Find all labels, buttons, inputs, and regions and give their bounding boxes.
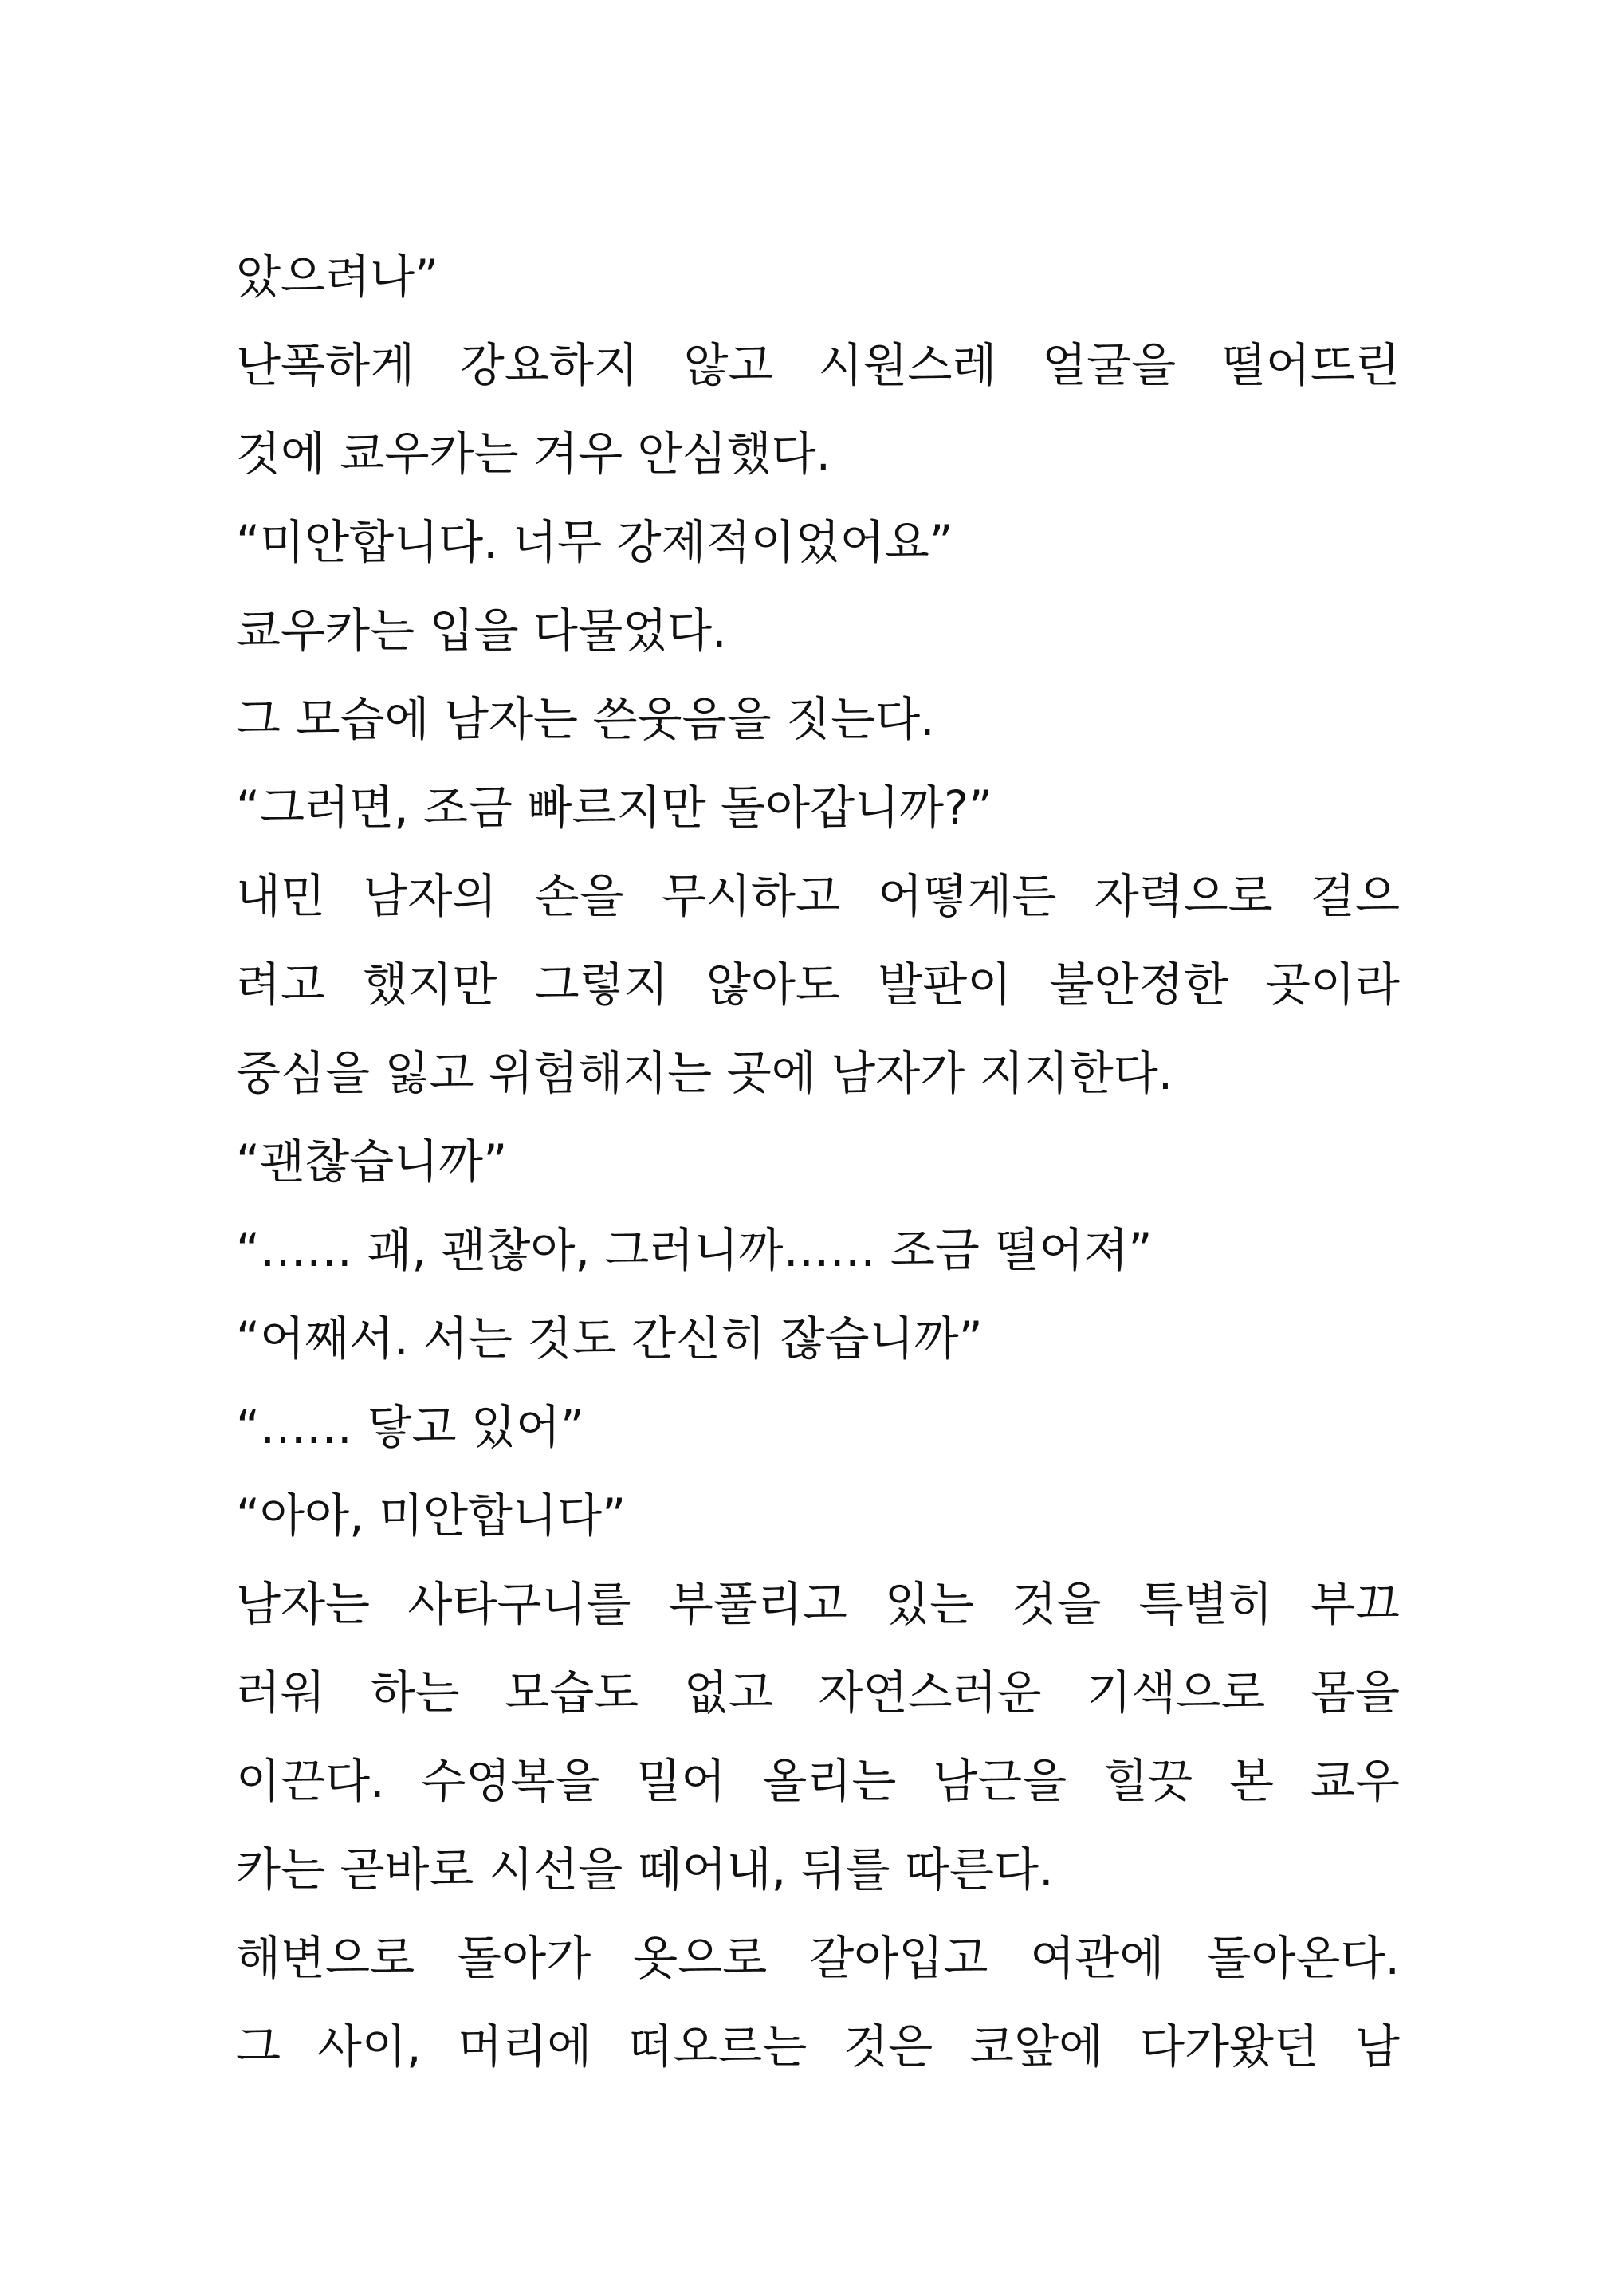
document-page (236, 250, 1400, 2112)
text-line: 남자는 사타구니를 부풀리고 있는 것을 특별히 부끄 (236, 1577, 1400, 1631)
text-line: “괜찮습니까” (236, 1134, 508, 1189)
text-line: “아아, 미안합니다” (236, 1488, 627, 1543)
text-line: 이끈다. 수영복을 밀어 올리는 남근을 힐끗 본 쿄우 (236, 1754, 1400, 1808)
text-line: “어째서. 서는 것도 간신히 잖습니까” (236, 1311, 983, 1366)
text-line: 그 사이, 머리에 떠오르는 것은 코앞에 다가왔던 남 (236, 2019, 1400, 2074)
text-line: “…… 닿고 있어” (236, 1400, 585, 1454)
text-line: “미안합니다. 너무 강제적이었어요” (236, 515, 953, 569)
text-line: 것에 쿄우카는 겨우 안심했다. (236, 427, 831, 481)
text-line: “…… 괘, 괜찮아, 그러니까…… 조금 떨어져” (236, 1223, 1153, 1277)
text-line: 았으려나” (236, 250, 439, 304)
text-line: 려고 했지만 그렇지 않아도 발판이 불안정한 곳이라 (236, 957, 1400, 1012)
text-line: 내민 남자의 손을 무시하고 어떻게든 자력으로 걸으 (236, 869, 1400, 923)
text-line: 해변으로 돌아가 옷으로 갈아입고 여관에 돌아온다. (236, 1931, 1400, 1985)
text-line: 그 모습에 남자는 쓴웃음을 짓는다. (236, 692, 935, 746)
text-line: 쿄우카는 입을 다물었다. (236, 603, 727, 658)
text-line: 카는 곧바로 시선을 떼어내, 뒤를 따른다. (236, 1842, 1054, 1897)
text-line: 난폭하게 강요하지 않고 시원스레 얼굴을 떨어뜨린 (236, 338, 1400, 392)
text-line: “그러면, 조금 빠르지만 돌아갑니까?” (236, 780, 993, 835)
text-line: 중심을 잃고 위험해지는 곳에 남자가 지지한다. (236, 1046, 1173, 1100)
text-line: 러워 하는 모습도 없고 자연스러운 기색으로 몸을 (236, 1665, 1400, 1720)
